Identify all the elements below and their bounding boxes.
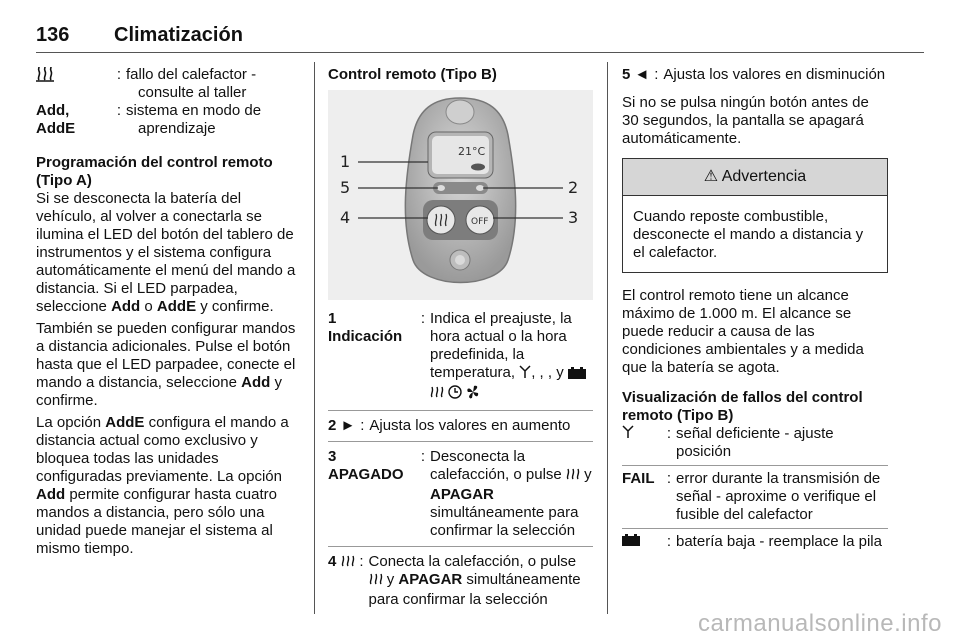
remote-control-drawing xyxy=(328,90,593,300)
column-1 xyxy=(36,62,298,562)
display-temperature: 21°C xyxy=(458,145,486,158)
battery-icon xyxy=(622,533,662,551)
fault-entry-battery: : batería baja - reemplace la pila xyxy=(622,533,888,551)
section-heading: Programación del control remoto (Tipo A) xyxy=(36,154,273,189)
heater-waves-icon xyxy=(430,385,444,404)
callout-4: 4 xyxy=(340,208,351,227)
left-arrow-button[interactable] xyxy=(437,185,445,191)
paragraph: También se pueden configurar mandos a distancia adicionales. Pulse el botón hasta que el LED parpadee, conecte el mando a distancia, seleccione Add y confirme. xyxy=(36,320,296,409)
right-arrow-button[interactable] xyxy=(476,185,484,191)
paragraph: El control remoto tiene un alcance máximo de 1.000 m. El alcance se puede reducir a causa de las condiciones ambientales y a medida que la batería se agota. xyxy=(622,287,864,376)
heater-waves-icon xyxy=(36,66,112,87)
warning-text: Cuando reposte combustible, desconecte el mando a distancia y el calefactor. xyxy=(633,208,864,261)
heater-waves-icon xyxy=(341,554,355,573)
legend-entry-3: 3 APAGADO : Desconecta la calefacción, o pulse y APAGAR simultáneamente para confirmar la selección xyxy=(328,448,592,539)
left-arrow-icon: ◄ xyxy=(634,66,650,83)
warning-title: Advertencia xyxy=(721,168,807,185)
fault-entry-fail: FAIL : error durante la transmisión de señal - aproxime o verifique el fusible del calefactor xyxy=(622,470,881,523)
warning-triangle-icon: ⚠ xyxy=(703,168,719,185)
legend-entry-2: 2 ► : Ajusta los valores en aumento xyxy=(328,417,571,434)
legend-entry-5: 5 ◄ : Ajusta los valores en disminución xyxy=(622,66,886,83)
callout-5: 5 xyxy=(340,178,351,197)
remote-control-illustration xyxy=(328,90,593,300)
legend-entry-heater-fault: : fallo del calefactor - consulte al taller xyxy=(36,66,298,102)
svg-text:OFF: OFF xyxy=(471,217,489,227)
watermark: carmanualsonline.info xyxy=(698,610,942,637)
antenna-icon xyxy=(519,365,531,384)
section-heading: Visualización de fallos del control remoto (Tipo B) xyxy=(622,389,863,424)
callout-2: 2 xyxy=(568,178,579,197)
page-header xyxy=(36,24,924,53)
right-arrow-icon: ► xyxy=(340,417,356,434)
callout-1: 1 xyxy=(340,152,351,171)
fan-icon xyxy=(466,385,480,404)
legend-entry-1: 1 Indicación : Indica el preajuste, la hora actual o la hora predefinida, la temperatura, , , , y xyxy=(328,310,593,404)
column-divider-2 xyxy=(607,62,608,614)
column-3 xyxy=(622,62,888,551)
battery-icon xyxy=(568,366,586,384)
column-2 xyxy=(328,62,593,609)
heater-waves-icon xyxy=(566,467,580,486)
legend-term: Add, xyxy=(36,102,70,119)
chapter-title: Climatización xyxy=(114,24,243,46)
legend-desc: sistema en modo de xyxy=(126,102,262,119)
paragraph: Si no se pulsa ningún botón antes de 30 segundos, la pantalla se apagará automáticamente. xyxy=(622,94,869,147)
clock-icon xyxy=(448,385,462,404)
column-divider-1 xyxy=(314,62,315,614)
callout-3: 3 xyxy=(568,208,579,227)
page-number: 136 xyxy=(36,24,70,46)
legend-entry-4: 4 : Conecta la calefacción, o pulse y APAGAR simultáneamente para confirmar la selección xyxy=(328,553,581,608)
legend-desc: fallo del calefactor - xyxy=(126,66,257,83)
fault-entry-signal: : señal deficiente - ajuste posición xyxy=(622,425,888,461)
paragraph: Si se desconecta la batería del vehículo, al volver a conectarla se ilumina el LED del botón del tablero de instrumentos y el sistema configura automáticamente el menú del mando a distancia. Si el LED parpadea, seleccione Add o AddE y confirme. xyxy=(36,190,296,315)
antenna-icon xyxy=(622,425,662,444)
paragraph: La opción AddE configura el mando a distancia actual como exclusivo y bloquea todas las unidades configuradas previamente. La opción Add permite configurar hasta cuatro mandos a distancia, pero sólo una unidad puede manejar el sistema al mismo tiempo. xyxy=(36,414,289,557)
legend-entry-add: Add, AddE : sistema en modo de aprendizaje xyxy=(36,102,262,137)
warning-box xyxy=(622,158,888,273)
heater-waves-icon xyxy=(369,572,383,591)
section-heading: Control remoto (Tipo B) xyxy=(328,66,497,83)
warning-header xyxy=(623,159,887,196)
